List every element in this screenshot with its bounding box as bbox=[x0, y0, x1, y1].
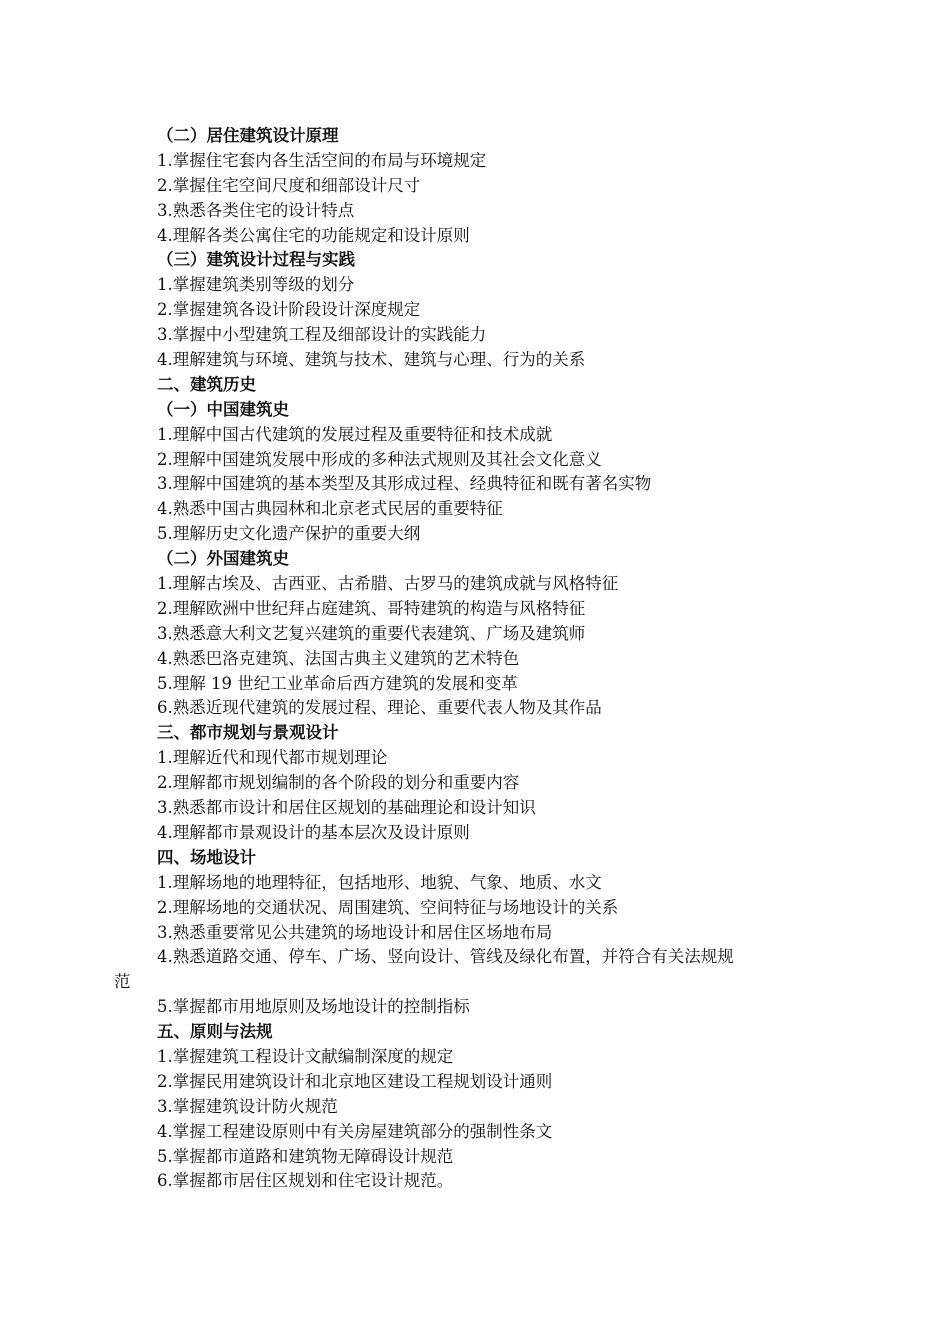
list-item: 6.掌握都市居住区规划和住宅设计规范。 bbox=[157, 1171, 454, 1191]
list-item: 4.熟悉道路交通、停车、广场、竖向设计、管线及绿化布置，并符合有关法规规 bbox=[157, 947, 734, 967]
list-item: 1.理解古埃及、古西亚、古希腊、古罗马的建筑成就与风格特征 bbox=[157, 574, 619, 594]
section-heading: 三、都市规划与景观设计 bbox=[157, 723, 339, 743]
document-body bbox=[114, 124, 847, 1194]
list-item: 1.掌握住宅套内各生活空间的布局与环境规定 bbox=[157, 150, 487, 170]
list-item: 3.掌握中小型建筑工程及细部设计的实践能力 bbox=[157, 325, 487, 345]
section-heading: （三）建筑设计过程与实践 bbox=[157, 250, 355, 270]
list-item: 4.掌握工程建设原则中有关房屋建筑部分的强制性条文 bbox=[157, 1121, 553, 1141]
list-item: 5.掌握都市用地原则及场地设计的控制指标 bbox=[157, 997, 470, 1017]
list-item: 2.理解场地的交通状况、周围建筑、空间特征与场地设计的关系 bbox=[157, 897, 619, 917]
list-item: 4.熟悉中国古典园林和北京老式民居的重要特征 bbox=[157, 499, 503, 519]
section-heading: 四、场地设计 bbox=[157, 847, 256, 867]
list-item: 5.掌握都市道路和建筑物无障碍设计规范 bbox=[157, 1146, 454, 1166]
list-item: 1.理解场地的地理特征，包括地形、地貌、气象、地质、水文 bbox=[157, 872, 602, 892]
list-item: 3.理解中国建筑的基本类型及其形成过程、经典特征和既有著名实物 bbox=[157, 474, 652, 494]
list-item: 2.理解欧洲中世纪拜占庭建筑、哥特建筑的构造与风格特征 bbox=[157, 598, 586, 618]
section-heading: （二）外国建筑史 bbox=[157, 549, 289, 569]
list-item: 2.理解都市规划编制的各个阶段的划分和重要内容 bbox=[157, 773, 520, 793]
list-item: 4.理解各类公寓住宅的功能规定和设计原则 bbox=[157, 225, 470, 245]
section-heading: （一）中国建筑史 bbox=[157, 399, 289, 419]
list-item: 3.熟悉各类住宅的设计特点 bbox=[157, 200, 355, 220]
wrapped-line-continuation: 范 bbox=[114, 972, 131, 992]
section-heading: （二）居住建筑设计原理 bbox=[157, 126, 339, 145]
list-item: 1.掌握建筑工程设计文献编制深度的规定 bbox=[157, 1046, 454, 1066]
list-item: 3.熟悉重要常见公共建筑的场地设计和居住区场地布局 bbox=[157, 922, 553, 942]
list-item: 2.理解中国建筑发展中形成的多种法式规则及其社会文化意义 bbox=[157, 449, 602, 469]
list-item: 4.熟悉巴洛克建筑、法国古典主义建筑的艺术特色 bbox=[157, 648, 520, 668]
list-item: 3.掌握建筑设计防火规范 bbox=[157, 1096, 338, 1116]
section-heading: 二、建筑历史 bbox=[157, 374, 256, 394]
list-item: 1.理解中国古代建筑的发展过程及重要特征和技术成就 bbox=[157, 424, 553, 444]
list-item: 4.理解都市景观设计的基本层次及设计原则 bbox=[157, 822, 470, 842]
list-item: 2.掌握住宅空间尺度和细部设计尺寸 bbox=[157, 175, 421, 195]
list-item: 3.熟悉都市设计和居住区规划的基础理论和设计知识 bbox=[157, 798, 536, 818]
list-item: 5.理解历史文化遗产保护的重要大纲 bbox=[157, 524, 421, 544]
list-item: 4.理解建筑与环境、建筑与技术、建筑与心理、行为的关系 bbox=[157, 350, 586, 370]
section-heading: 五、原则与法规 bbox=[157, 1022, 273, 1042]
list-item: 2.掌握建筑各设计阶段设计深度规定 bbox=[157, 300, 421, 320]
list-item: 2.掌握民用建筑设计和北京地区建设工程规划设计通则 bbox=[157, 1071, 553, 1091]
list-item: 5.理解 19 世纪工业革命后西方建筑的发展和变革 bbox=[157, 673, 518, 693]
list-item: 6.熟悉近现代建筑的发展过程、理论、重要代表人物及其作品 bbox=[157, 698, 602, 718]
list-item: 3.熟悉意大利文艺复兴建筑的重要代表建筑、广场及建筑师 bbox=[157, 623, 586, 643]
list-item: 1.掌握建筑类别等级的划分 bbox=[157, 275, 355, 295]
list-item: 1.理解近代和现代都市规划理论 bbox=[157, 748, 388, 768]
